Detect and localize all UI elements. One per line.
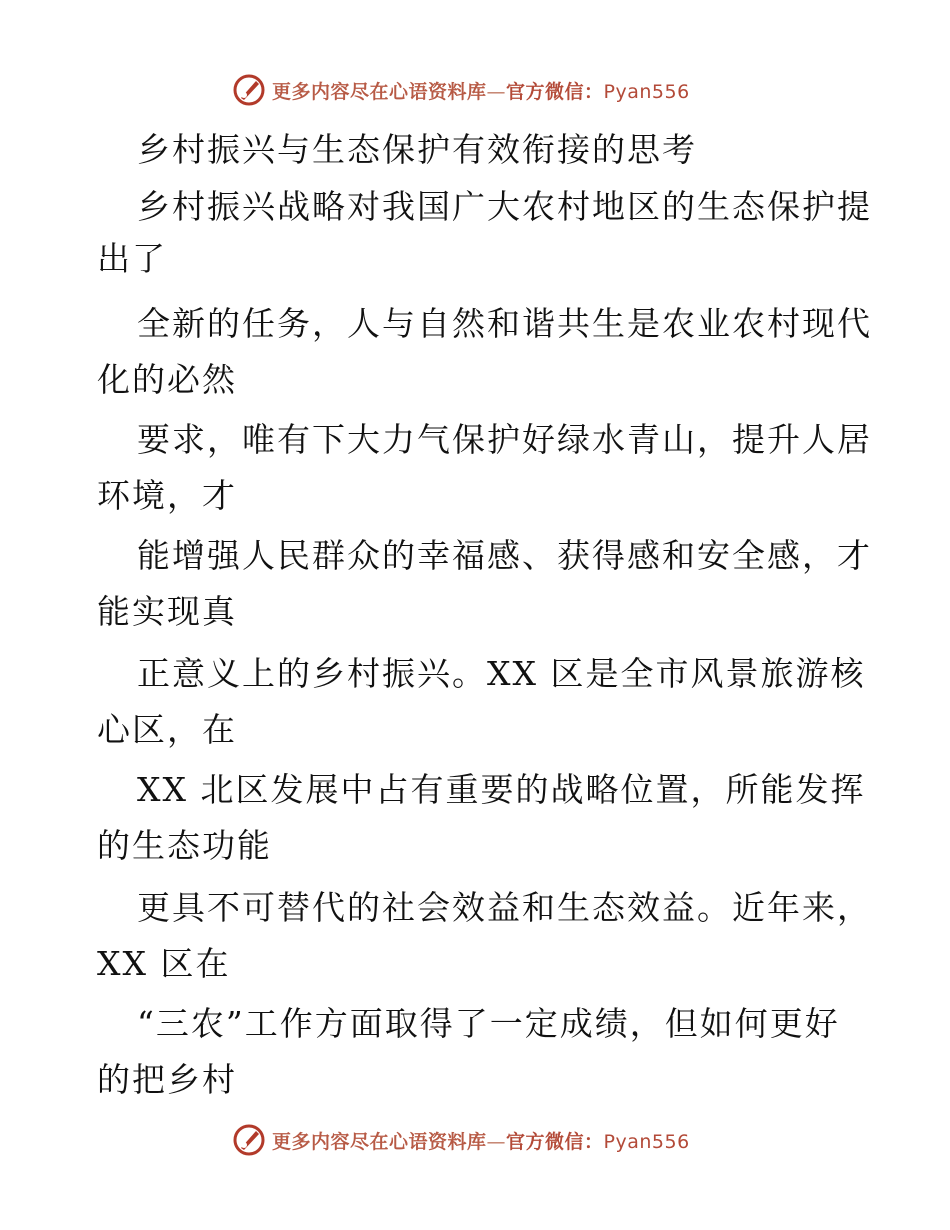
banner-handle: Pyan556 bbox=[603, 80, 690, 103]
paragraph-line: 能实现真 bbox=[97, 592, 237, 631]
banner-text bbox=[272, 77, 690, 104]
paragraph-line: 更具不可替代的社会效益和生态效益。近年来， bbox=[137, 888, 872, 927]
paragraph-line: 环境，才 bbox=[97, 476, 237, 515]
banner-separator: — bbox=[486, 1130, 507, 1153]
paragraph-line: 全新的任务，人与自然和谐共生是农业农村现代 bbox=[137, 304, 872, 343]
paragraph-line: 正意义上的乡村振兴。XX 区是全市风景旅游核 bbox=[137, 654, 866, 693]
banner-separator: — bbox=[486, 80, 507, 103]
paragraph-line: 的把乡村 bbox=[97, 1060, 237, 1099]
banner-handle: Pyan556 bbox=[603, 1130, 690, 1153]
paragraph-line: 出了 bbox=[97, 239, 167, 278]
paragraph-line: 化的必然 bbox=[97, 360, 237, 399]
banner-site-text: 更多内容尽在心语资料库 bbox=[272, 80, 487, 103]
paragraph-line: 的生态功能 bbox=[97, 826, 272, 865]
footer-banner bbox=[232, 1123, 690, 1157]
header-banner bbox=[232, 73, 690, 107]
paragraph-line: XX 区在 bbox=[97, 944, 231, 983]
paragraph-line: 要求，唯有下大力气保护好绿水青山，提升人居 bbox=[137, 420, 872, 459]
quill-circle-logo-icon bbox=[232, 73, 266, 107]
paragraph-line: 心区，在 bbox=[97, 710, 237, 749]
paragraph-line: “三农”工作方面取得了一定成绩，但如何更好 bbox=[137, 1004, 840, 1043]
paragraph-line: XX 北区发展中占有重要的战略位置，所能发挥 bbox=[137, 770, 866, 809]
banner-wechat-label: 官方微信： bbox=[506, 1130, 604, 1153]
banner-text bbox=[272, 1127, 690, 1154]
banner-wechat-label: 官方微信： bbox=[506, 80, 604, 103]
paragraph-line: 能增强人民群众的幸福感、获得感和安全感，才 bbox=[137, 536, 872, 575]
paragraph-line: 乡村振兴战略对我国广大农村地区的生态保护提 bbox=[137, 187, 872, 226]
banner-site-text: 更多内容尽在心语资料库 bbox=[272, 1130, 487, 1153]
document-title: 乡村振兴与生态保护有效衔接的思考 bbox=[137, 130, 697, 169]
quill-circle-logo-icon bbox=[232, 1123, 266, 1157]
